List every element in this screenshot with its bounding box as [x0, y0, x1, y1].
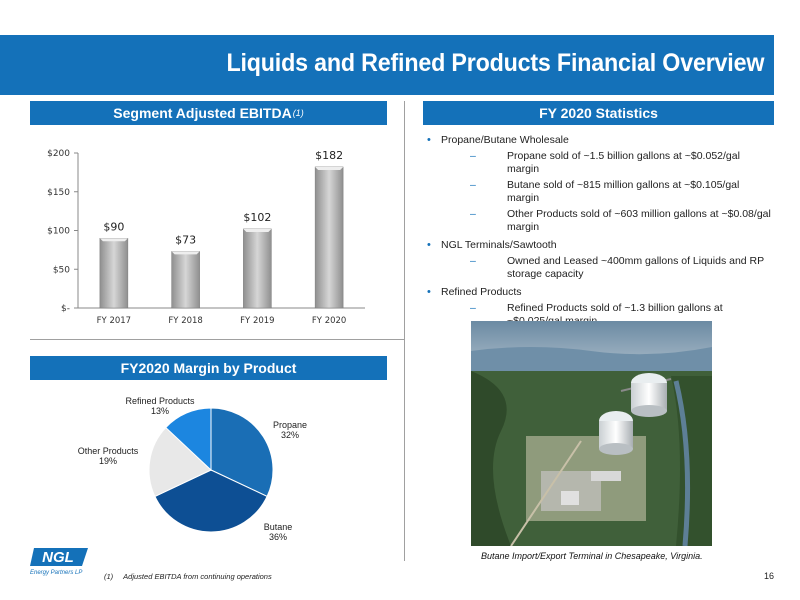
stats-section-header	[423, 101, 774, 125]
horizontal-divider	[30, 339, 404, 340]
x-tick-label: FY 2020	[311, 316, 347, 326]
stat-group-title: • Refined Products	[427, 286, 772, 299]
y-tick-label: $100	[47, 226, 70, 237]
ebitda-header-text: Segment Adjusted EBITDA	[113, 105, 292, 121]
stats-list	[427, 134, 772, 333]
stat-group-title: • NGL Terminals/Sawtooth	[427, 239, 772, 252]
bar-data-label: $102	[243, 210, 272, 224]
bar-bevel	[243, 229, 271, 232]
bar	[100, 238, 128, 308]
ebitda-section-header	[30, 101, 387, 125]
bar-bevel	[172, 251, 200, 254]
company-logo	[30, 546, 90, 584]
y-tick-label: $150	[47, 187, 70, 198]
page-number: 16	[763, 571, 774, 581]
logo-tagline: Energy Partners LP	[30, 570, 83, 576]
pie-category-label: Other Products	[77, 446, 139, 456]
stat-group	[427, 134, 772, 234]
y-tick-label: $50	[52, 265, 70, 276]
bar-data-label: $73	[175, 233, 197, 247]
footnote	[104, 572, 272, 581]
bar-bevel	[100, 238, 128, 241]
pie-value-label: 36%	[268, 532, 288, 542]
vertical-divider	[404, 101, 405, 561]
footnote-number: (1)	[104, 572, 114, 581]
bar	[315, 167, 343, 308]
bar-bevel	[315, 167, 343, 170]
stat-item: – Other Products sold of ~603 million gallons at ~$0.08/gal margin	[427, 208, 772, 234]
pie-category-label: Propane	[272, 420, 308, 430]
pie-value-label: 13%	[150, 406, 170, 416]
slide-title: Liquids and Refined Products Financial Overview	[226, 49, 764, 77]
bar	[243, 229, 271, 308]
photo-caption: Butane Import/Export Terminal in Chesapeake, Virginia.	[481, 551, 703, 561]
pie-value-label: 32%	[280, 430, 300, 440]
ebitda-header-footnote-ref: (1)	[292, 108, 304, 118]
x-tick-label: FY 2019	[240, 316, 275, 326]
x-tick-label: FY 2018	[168, 316, 203, 326]
y-tick-label: $-	[61, 304, 70, 314]
stat-item: – Owned and Leased ~400mm gallons of Liquids and RP storage capacity	[427, 255, 772, 281]
stat-item: – Refined Products sold of ~1.3 billion gallons at	[427, 302, 772, 328]
pie-category-label: Refined Products	[125, 396, 195, 406]
margin-section-header	[30, 356, 387, 380]
bar-data-label: $182	[315, 148, 344, 162]
x-tick-label: FY 2017	[96, 316, 132, 326]
margin-pie-chart	[60, 390, 360, 550]
bar-data-label: $90	[103, 220, 125, 234]
pie-value-label: 19%	[98, 456, 118, 466]
y-tick-label: $200	[47, 149, 70, 159]
pie-category-label: Butane	[263, 522, 293, 532]
bar	[172, 251, 200, 308]
ebitda-bar-chart	[40, 140, 370, 335]
margin-header-text: FY2020 Margin by Product	[120, 360, 297, 376]
ngl-logo-mark	[30, 546, 90, 568]
title-bar	[0, 35, 774, 95]
stats-header-text: FY 2020 Statistics	[539, 105, 658, 121]
stat-group-title: • Propane/Butane Wholesale	[427, 134, 772, 147]
footnote-text: Adjusted EBITDA from continuing operations	[123, 572, 272, 581]
logo-text: NGL	[42, 549, 74, 566]
stat-group	[427, 239, 772, 281]
stat-item: – Butane sold of ~815 million gallons at ~$0.105/gal margin	[427, 179, 772, 205]
terminal-photo	[471, 321, 712, 546]
stat-item: – Propane sold of ~1.5 billion gallons at ~$0.052/gal margin	[427, 150, 772, 176]
